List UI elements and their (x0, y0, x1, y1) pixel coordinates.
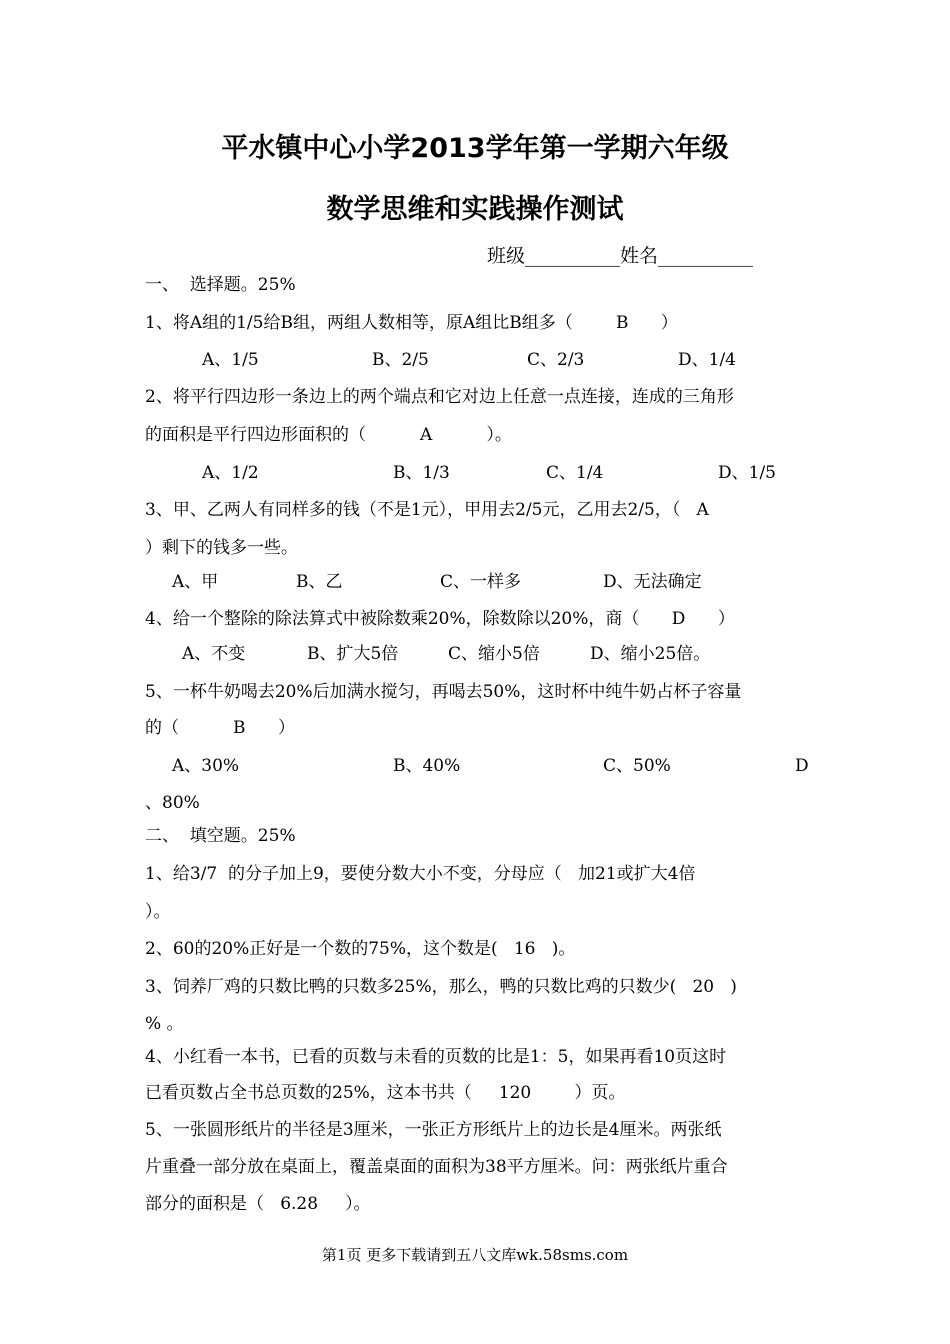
q5-stem-line1: 5、一杯牛奶喝去20%后加满水搅匀，再喝去50%，这时杯中纯牛奶占杯子容量 (145, 682, 742, 702)
class-name-line: 班级__________姓名__________ (487, 245, 754, 267)
q4-option-d: D、缩小25倍。 (590, 644, 711, 664)
q5-option-c: C、50% (603, 756, 671, 776)
q1-option-c: C、2/3 (527, 350, 585, 370)
fill-q5-line2: 片重叠一部分放在桌面上，覆盖桌面的面积为38平方厘米。问：两张纸片重合 (145, 1157, 728, 1177)
fill-q1-line2: ）。 (145, 902, 171, 922)
q2-stem-line2: 的面积是平行四边形面积的（ A ）。 (145, 425, 512, 445)
q1-stem: 1、将A组的1/5给B组，两组人数相等，原A组比B组多（ B ） (145, 313, 678, 333)
q3-stem-line2: ）剩下的钱多一些。 (145, 538, 298, 558)
fill-q3-line2: % 。 (145, 1014, 184, 1034)
section2-heading: 二、 填空题。25% (145, 826, 296, 846)
fill-q2: 2、60的20%正好是一个数的75%，这个数是( 16 )。 (145, 939, 576, 959)
fill-q5-line3: 部分的面积是（ 6.28 ）。 (145, 1194, 371, 1214)
title-line-1: 平水镇中心小学2013学年第一学期六年级 (221, 133, 729, 164)
q2-option-c: C、1/4 (546, 463, 604, 483)
q3-option-d: D、无法确定 (603, 572, 702, 592)
q1-option-a: A、1/5 (202, 350, 259, 370)
q2-option-a: A、1/2 (202, 463, 259, 483)
title-line-2: 数学思维和实践操作测试 (326, 194, 624, 225)
q2-option-d: D、1/5 (718, 463, 776, 483)
page-footer: 第1页 更多下载请到五八文库wk.58sms.com (321, 1246, 629, 1264)
fill-q1-line1: 1、给3/7 的分子加上9，要使分数大小不变，分母应（ 加21或扩大4倍 (145, 864, 696, 884)
fill-q3-line1: 3、饲养厂鸡的只数比鸭的只数多25%，那么，鸭的只数比鸡的只数少( 20 ) (145, 977, 737, 997)
q3-stem-line1: 3、甲、乙两人有同样多的钱（不是1元），甲用去2/5元，乙用去2/5，（ A (145, 500, 709, 520)
q2-stem-line1: 2、将平行四边形一条边上的两个端点和它对边上任意一点连接，连成的三角形 (145, 387, 734, 407)
fill-q4-line1: 4、小红看一本书，已看的页数与未看的页数的比是1：5，如果再看10页这时 (145, 1047, 727, 1067)
q4-option-a: A、不变 (182, 644, 246, 664)
q4-option-c: C、缩小5倍 (448, 644, 540, 664)
fill-q4-line2: 已看页数占全书总页数的25%，这本书共（ 120 ）页。 (145, 1083, 626, 1103)
q4-option-b: B、扩大5倍 (307, 644, 399, 664)
q5-option-b: B、40% (393, 756, 461, 776)
section1-heading: 一、 选择题。25% (145, 275, 296, 295)
fill-q5-line1: 5、一张圆形纸片的半径是3厘米，一张正方形纸片上的边长是4厘米。两张纸 (145, 1120, 722, 1140)
q3-option-a: A、甲 (172, 572, 219, 592)
q1-option-b: B、2/5 (372, 350, 429, 370)
q2-option-b: B、1/3 (393, 463, 450, 483)
q5-stem-line2: 的（ B ） (145, 718, 295, 738)
q5-option-d: D (795, 756, 809, 776)
q1-option-d: D、1/4 (678, 350, 736, 370)
q5-option-a: A、30% (172, 756, 240, 776)
q3-option-c: C、一样多 (440, 572, 522, 592)
q5-option-d-wrap: 、80% (145, 793, 200, 813)
q3-option-b: B、乙 (296, 572, 343, 592)
q4-stem: 4、给一个整除的除法算式中被除数乘20%，除数除以20%，商（ D ） (145, 609, 735, 629)
